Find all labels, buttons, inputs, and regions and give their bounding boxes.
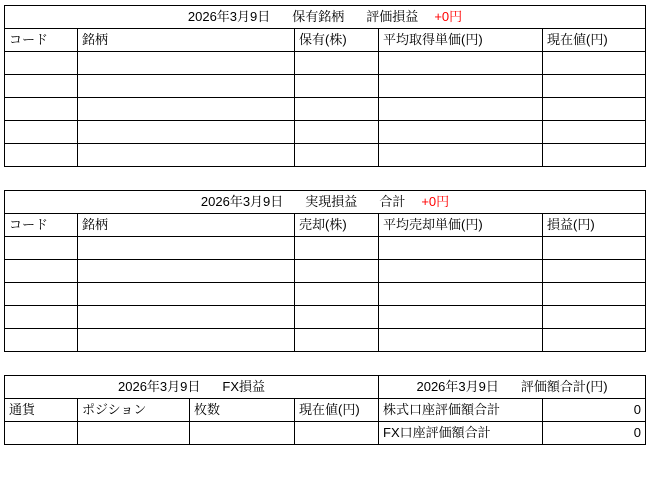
realized-cell-profit-loss[interactable]: [543, 260, 646, 283]
holdings-cell-current-price[interactable]: [543, 52, 646, 75]
holdings-pl-value: +0円: [434, 9, 463, 24]
realized-header-avg-sale-price: 平均売却単価(円): [379, 214, 543, 237]
table-row[interactable]: [5, 121, 646, 144]
fx-header-row: [5, 399, 646, 422]
fx-title-label: FX損益: [222, 379, 266, 394]
holdings-cell-name[interactable]: [78, 52, 295, 75]
holdings-cell-code[interactable]: [5, 52, 78, 75]
realized-title-row: [5, 191, 646, 214]
holdings-cell-name[interactable]: [78, 98, 295, 121]
realized-title-date: 2026年3月9日: [200, 194, 284, 209]
holdings-cell-avg-cost[interactable]: [379, 144, 543, 167]
holdings-cell-code[interactable]: [5, 144, 78, 167]
spacer-realized-fx: [0, 352, 649, 375]
fx-header-position: ポジション: [78, 399, 190, 422]
holdings-cell-avg-cost[interactable]: [379, 52, 543, 75]
holdings-cell-shares[interactable]: [295, 75, 379, 98]
realized-cell-name[interactable]: [78, 306, 295, 329]
holdings-header-avg-cost: 平均取得単価(円): [379, 29, 543, 52]
realized-header-row: [5, 214, 646, 237]
realized-total-value: +0円: [421, 194, 450, 209]
table-row[interactable]: [5, 422, 646, 445]
table-row[interactable]: [5, 283, 646, 306]
table-row[interactable]: [5, 306, 646, 329]
holdings-cell-avg-cost[interactable]: [379, 121, 543, 144]
holdings-cell-avg-cost[interactable]: [379, 75, 543, 98]
holdings-header-row: [5, 29, 646, 52]
holdings-cell-code[interactable]: [5, 121, 78, 144]
holdings-cell-code[interactable]: [5, 98, 78, 121]
spacer-holdings-realized: [0, 167, 649, 190]
realized-cell-code[interactable]: [5, 260, 78, 283]
valuation-title-date: 2026年3月9日: [416, 379, 499, 394]
realized-cell-sold-shares[interactable]: [295, 329, 379, 352]
realized-header-profit-loss: 損益(円): [543, 214, 646, 237]
holdings-header-current-price: 現在値(円): [543, 29, 646, 52]
realized-cell-avg-sale-price[interactable]: [379, 329, 543, 352]
realized-cell-name[interactable]: [78, 237, 295, 260]
holdings-cell-avg-cost[interactable]: [379, 98, 543, 121]
table-row[interactable]: [5, 52, 646, 75]
holdings-cell-shares[interactable]: [295, 121, 379, 144]
fx-cell-position[interactable]: [78, 422, 190, 445]
realized-cell-avg-sale-price[interactable]: [379, 306, 543, 329]
fx-title-date: 2026年3月9日: [118, 379, 201, 394]
holdings-title-cell: [5, 6, 646, 29]
realized-table: [4, 190, 646, 352]
holdings-table: [4, 5, 646, 167]
realized-cell-avg-sale-price[interactable]: [379, 260, 543, 283]
holdings-cell-shares[interactable]: [295, 98, 379, 121]
realized-cell-name[interactable]: [78, 329, 295, 352]
realized-cell-code[interactable]: [5, 306, 78, 329]
realized-cell-avg-sale-price[interactable]: [379, 237, 543, 260]
fx-valuation-title-row: [5, 376, 646, 399]
holdings-cell-current-price[interactable]: [543, 98, 646, 121]
realized-total-label: 合計: [379, 194, 406, 209]
valuation-title-label: 評価額合計(円): [520, 379, 608, 394]
realized-cell-sold-shares[interactable]: [295, 283, 379, 306]
fx-valuation-table: [4, 375, 646, 445]
fx-header-lots: 枚数: [190, 399, 295, 422]
fx-cell-currency[interactable]: [5, 422, 78, 445]
holdings-cell-name[interactable]: [78, 144, 295, 167]
realized-cell-code[interactable]: [5, 283, 78, 306]
holdings-header-name: 銘柄: [78, 29, 295, 52]
fx-cell-lots[interactable]: [190, 422, 295, 445]
fx-header-current-price: 現在値(円): [295, 399, 379, 422]
valuation-value-fx-account: 0: [543, 422, 646, 445]
holdings-cell-shares[interactable]: [295, 144, 379, 167]
fx-title-cell: [5, 376, 379, 399]
realized-cell-sold-shares[interactable]: [295, 306, 379, 329]
valuation-value-stock-account: 0: [543, 399, 646, 422]
table-row[interactable]: [5, 329, 646, 352]
holdings-cell-name[interactable]: [78, 75, 295, 98]
holdings-cell-shares[interactable]: [295, 52, 379, 75]
realized-cell-avg-sale-price[interactable]: [379, 283, 543, 306]
realized-cell-profit-loss[interactable]: [543, 237, 646, 260]
table-row[interactable]: [5, 75, 646, 98]
realized-cell-name[interactable]: [78, 283, 295, 306]
holdings-cell-current-price[interactable]: [543, 121, 646, 144]
table-row[interactable]: [5, 237, 646, 260]
realized-cell-code[interactable]: [5, 329, 78, 352]
holdings-cell-current-price[interactable]: [543, 144, 646, 167]
holdings-pl-label: 評価損益: [366, 9, 419, 24]
holdings-title-row: [5, 6, 646, 29]
table-row[interactable]: [5, 98, 646, 121]
realized-cell-profit-loss[interactable]: [543, 329, 646, 352]
realized-cell-name[interactable]: [78, 260, 295, 283]
holdings-cell-name[interactable]: [78, 121, 295, 144]
realized-cell-profit-loss[interactable]: [543, 306, 646, 329]
table-row[interactable]: [5, 144, 646, 167]
realized-title-label: 実現損益: [305, 194, 358, 209]
holdings-header-code: コード: [5, 29, 78, 52]
realized-header-sold-shares: 売却(株): [295, 214, 379, 237]
fx-cell-current-price[interactable]: [295, 422, 379, 445]
valuation-label-fx-account: FX口座評価額合計: [379, 422, 543, 445]
holdings-title-date: 2026年3月9日: [187, 9, 271, 24]
fx-header-currency: 通貨: [5, 399, 78, 422]
realized-cell-code[interactable]: [5, 237, 78, 260]
holdings-title-label: 保有銘柄: [292, 9, 345, 24]
holdings-header-shares: 保有(株): [295, 29, 379, 52]
realized-title-cell: [5, 191, 646, 214]
realized-cell-profit-loss[interactable]: [543, 283, 646, 306]
holdings-cell-code[interactable]: [5, 75, 78, 98]
valuation-title-cell: [379, 376, 646, 399]
holdings-cell-current-price[interactable]: [543, 75, 646, 98]
realized-cell-sold-shares[interactable]: [295, 260, 379, 283]
realized-header-code: コード: [5, 214, 78, 237]
realized-cell-sold-shares[interactable]: [295, 237, 379, 260]
valuation-label-stock-account: 株式口座評価額合計: [379, 399, 543, 422]
realized-header-name: 銘柄: [78, 214, 295, 237]
table-row[interactable]: [5, 260, 646, 283]
